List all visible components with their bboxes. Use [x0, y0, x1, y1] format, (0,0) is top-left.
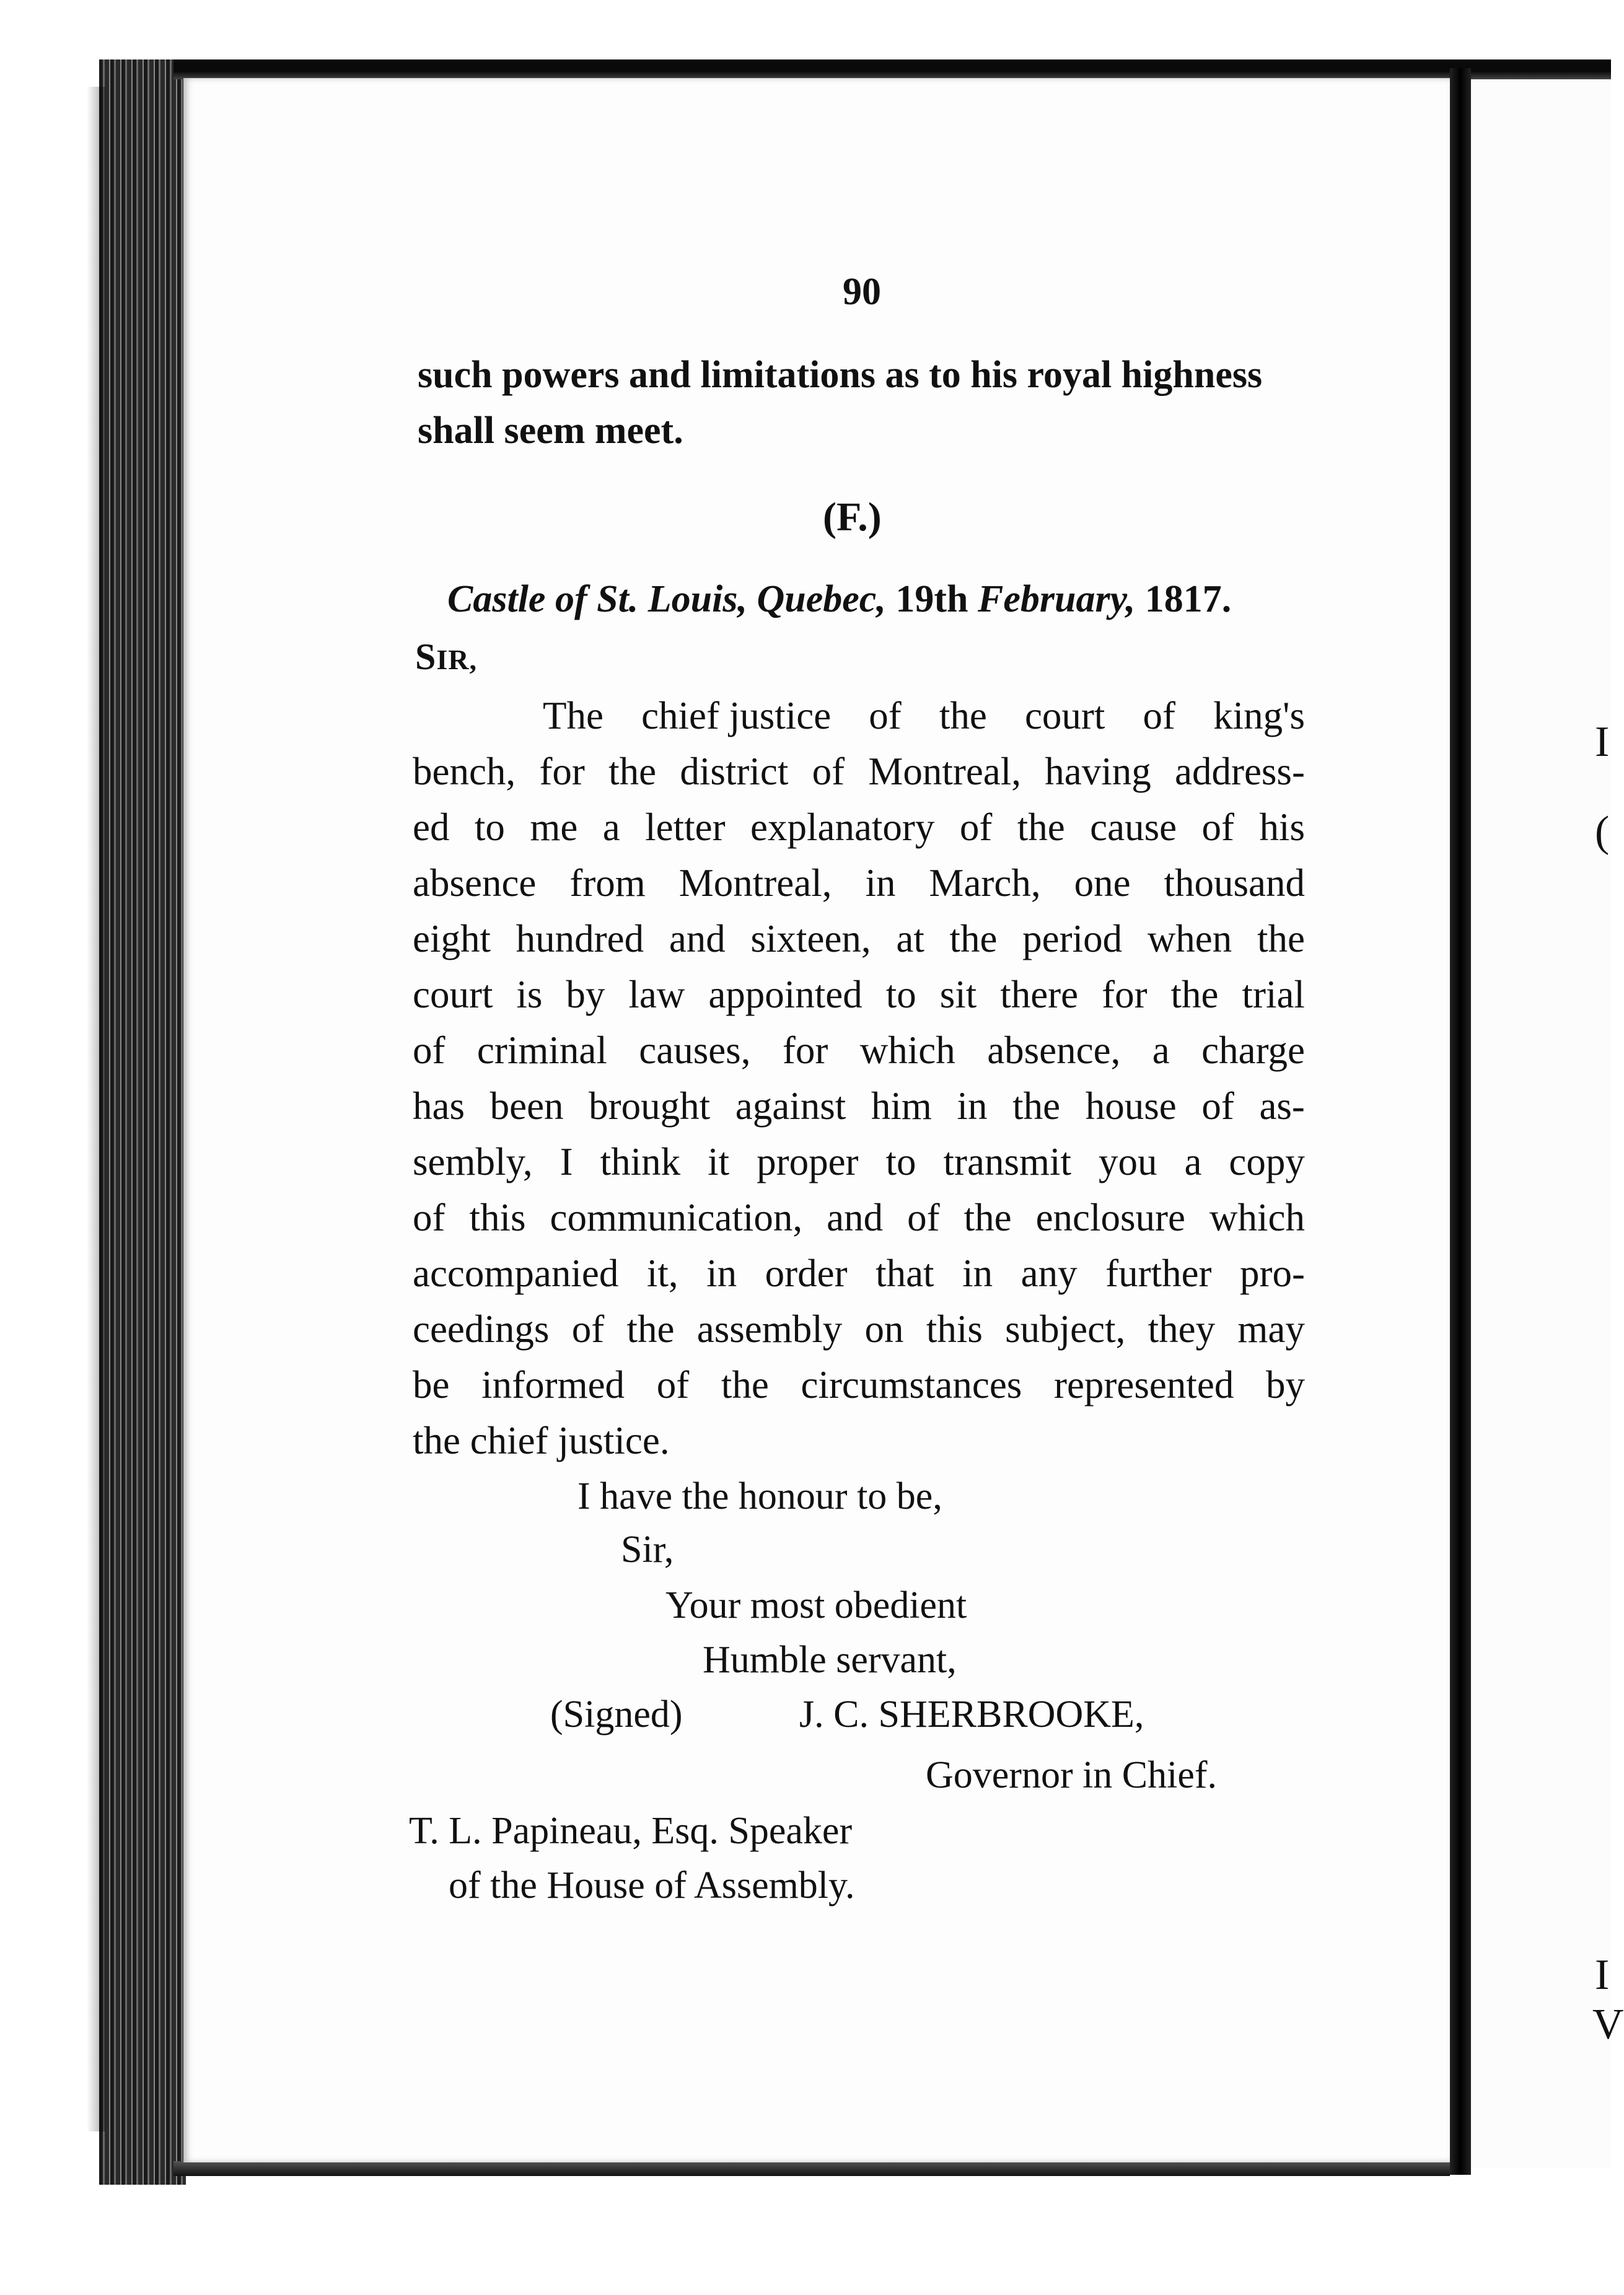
letter-body — [413, 688, 1305, 1468]
body-word: in — [865, 861, 896, 905]
body-word: from — [569, 861, 646, 905]
body-word: further — [1105, 1252, 1212, 1295]
body-line — [413, 1134, 1305, 1190]
body-word: of — [571, 1307, 605, 1351]
body-word: of — [1201, 1084, 1234, 1128]
body-word: copy — [1229, 1140, 1305, 1183]
body-word: enclosure — [1035, 1196, 1185, 1239]
body-word: bench, — [413, 750, 516, 793]
body-word: by — [566, 973, 605, 1016]
body-word: sixteen, — [750, 917, 871, 960]
body-word: of — [1201, 805, 1234, 849]
dateline-month: February, — [977, 578, 1136, 620]
body-line — [413, 688, 1305, 744]
body-word: king's — [1213, 694, 1305, 737]
body-word: by — [1265, 1363, 1305, 1406]
body-word: of — [907, 1196, 940, 1239]
closing-line: I have the honour to be, — [577, 1475, 942, 1517]
body-word: the — [963, 1196, 1012, 1239]
body-word: the — [626, 1307, 675, 1351]
body-word: court — [1024, 694, 1105, 737]
body-word: has — [413, 1084, 465, 1128]
bottom-edge-shadow — [173, 2161, 1450, 2176]
body-word: one — [1074, 861, 1131, 905]
body-word: subject, — [1005, 1307, 1126, 1351]
body-line — [413, 911, 1305, 967]
body-word: on — [864, 1307, 904, 1351]
body-line — [413, 1301, 1305, 1357]
body-word: you — [1098, 1140, 1157, 1183]
body-line — [413, 1357, 1305, 1413]
body-word: court — [413, 973, 493, 1016]
dateline-day: 19th — [895, 578, 968, 620]
body-word: him — [871, 1084, 932, 1128]
body-word: house — [1085, 1084, 1177, 1128]
body-word: any — [1020, 1252, 1078, 1295]
body-word: brought — [589, 1084, 711, 1128]
signatory-title: Governor in Chief. — [926, 1754, 1218, 1796]
body-word: appointed — [708, 973, 862, 1016]
body-word: there — [1000, 973, 1079, 1016]
facing-page-mark: I — [1595, 1951, 1610, 1999]
body-word: I — [560, 1140, 573, 1183]
body-word: the — [939, 694, 987, 737]
body-word: eight — [413, 917, 491, 960]
facing-page-edge — [1471, 79, 1624, 2169]
body-word: the — [721, 1363, 769, 1406]
body-word: ceedings — [413, 1307, 550, 1351]
body-word: causes, — [639, 1029, 751, 1072]
body-word: at — [896, 917, 924, 960]
body-word: of — [1143, 694, 1176, 737]
body-word: proper — [757, 1140, 859, 1183]
addressee-line: of the House of Assembly. — [449, 1864, 855, 1907]
section-label: (F.) — [823, 494, 882, 540]
top-edge-shadow — [173, 59, 1611, 79]
body-line — [413, 1078, 1305, 1134]
body-word: and — [669, 917, 726, 960]
body-word: period — [1022, 917, 1123, 960]
body-word: charge — [1201, 1029, 1305, 1072]
continuation-line: such powers and limitations as to his royal highness — [418, 354, 1263, 396]
body-word: the — [1257, 917, 1305, 960]
body-word: for — [539, 750, 585, 793]
body-word: the — [608, 750, 657, 793]
body-word: it — [708, 1140, 730, 1183]
body-word: of — [869, 694, 902, 737]
body-word: which — [1209, 1196, 1305, 1239]
body-word: this — [926, 1307, 983, 1351]
body-word: it, — [646, 1252, 678, 1295]
body-word: assembly — [696, 1307, 843, 1351]
body-word: the — [1017, 805, 1065, 849]
body-word: pro- — [1240, 1252, 1305, 1295]
dateline — [447, 580, 1231, 618]
body-line — [413, 1245, 1305, 1301]
body-line — [413, 1413, 1305, 1468]
body-word: in — [706, 1252, 737, 1295]
body-word: trial — [1242, 973, 1305, 1016]
body-word: ed — [413, 805, 450, 849]
body-word: when — [1147, 917, 1232, 960]
body-word: represented — [1053, 1363, 1234, 1406]
body-word: criminal — [476, 1029, 607, 1072]
body-word: having — [1045, 750, 1151, 793]
body-word: circumstances — [801, 1363, 1022, 1406]
closing-line: Sir, — [621, 1529, 674, 1571]
salutation-rest: IR, — [436, 644, 477, 675]
body-word: his — [1259, 805, 1305, 849]
body-word: March, — [929, 861, 1041, 905]
body-word: Montreal, — [678, 861, 832, 905]
body-line — [413, 967, 1305, 1022]
facing-page-mark: ( — [1595, 808, 1610, 856]
body-word: explanatory — [750, 805, 935, 849]
continuation-line: shall seem meet. — [418, 410, 683, 452]
body-word: for — [782, 1029, 828, 1072]
body-word: thousand — [1164, 861, 1305, 905]
body-word: as- — [1259, 1084, 1305, 1128]
signed-label: (Signed) — [550, 1693, 683, 1736]
body-word: accompanied — [413, 1252, 619, 1295]
body-word: the — [1170, 973, 1219, 1016]
body-word: think — [600, 1140, 681, 1183]
body-line — [413, 799, 1305, 855]
body-word: cause — [1090, 805, 1177, 849]
body-word: to — [474, 805, 505, 849]
body-word: of — [656, 1363, 690, 1406]
body-word: be — [413, 1363, 450, 1406]
facing-page-mark: I — [1595, 718, 1610, 766]
body-word: transmit — [943, 1140, 1071, 1183]
body-line — [413, 1022, 1305, 1078]
body-word: been — [489, 1084, 564, 1128]
body-word: a — [1152, 1029, 1170, 1072]
body-word: is — [516, 973, 543, 1016]
body-word: me — [530, 805, 578, 849]
facing-page-mark: V — [1592, 2001, 1624, 2048]
body-word: absence, — [987, 1029, 1121, 1072]
body-word: sembly, — [413, 1140, 533, 1183]
closing-line: Your most obedient — [665, 1584, 967, 1626]
body-word: to — [885, 973, 916, 1016]
body-word: chief justice — [641, 694, 832, 737]
body-word: communication, — [550, 1196, 803, 1239]
body-word: of — [812, 750, 845, 793]
body-word: letter — [645, 805, 726, 849]
signatory-name: J. C. SHERBROOKE, — [799, 1693, 1144, 1736]
closing-line: Humble servant, — [703, 1639, 957, 1681]
body-word: a — [602, 805, 620, 849]
salutation — [415, 638, 477, 675]
body-word: for — [1102, 973, 1148, 1016]
salutation-initial: S — [415, 636, 437, 677]
body-word: of — [413, 1196, 446, 1239]
body-word: against — [735, 1084, 846, 1128]
body-word: absence — [413, 861, 537, 905]
page-gutter — [1450, 68, 1471, 2175]
body-word: the chief justice. — [413, 1419, 670, 1462]
body-word: may — [1237, 1307, 1305, 1351]
body-word: and — [827, 1196, 884, 1239]
body-word: of — [959, 805, 993, 849]
body-word: they — [1148, 1307, 1216, 1351]
dateline-year: 1817. — [1144, 578, 1232, 620]
body-word: in — [962, 1252, 993, 1295]
dateline-place: Castle of St. Louis, Quebec, — [447, 578, 886, 620]
page-number: 90 — [843, 271, 881, 313]
body-line — [413, 744, 1305, 799]
body-word: which — [859, 1029, 955, 1072]
body-word: order — [765, 1252, 848, 1295]
body-word: law — [628, 973, 685, 1016]
body-word: address- — [1175, 750, 1305, 793]
body-word: The — [543, 694, 604, 737]
body-line — [413, 855, 1305, 911]
body-word: the — [1012, 1084, 1061, 1128]
binding-shadow — [87, 87, 105, 2131]
addressee-line: T. L. Papineau, Esq. Speaker — [409, 1810, 853, 1852]
body-word: of — [413, 1029, 446, 1072]
body-word: this — [469, 1196, 526, 1239]
body-word: that — [876, 1252, 934, 1295]
body-line — [413, 1190, 1305, 1245]
body-word: district — [680, 750, 789, 793]
body-word: hundred — [516, 917, 644, 960]
body-word: the — [949, 917, 998, 960]
body-word: Montreal, — [868, 750, 1022, 793]
body-word: a — [1184, 1140, 1202, 1183]
body-word: sit — [939, 973, 977, 1016]
page-stack-edge — [99, 59, 186, 2185]
body-word: to — [885, 1140, 916, 1183]
body-word: informed — [481, 1363, 625, 1406]
body-word: in — [957, 1084, 988, 1128]
